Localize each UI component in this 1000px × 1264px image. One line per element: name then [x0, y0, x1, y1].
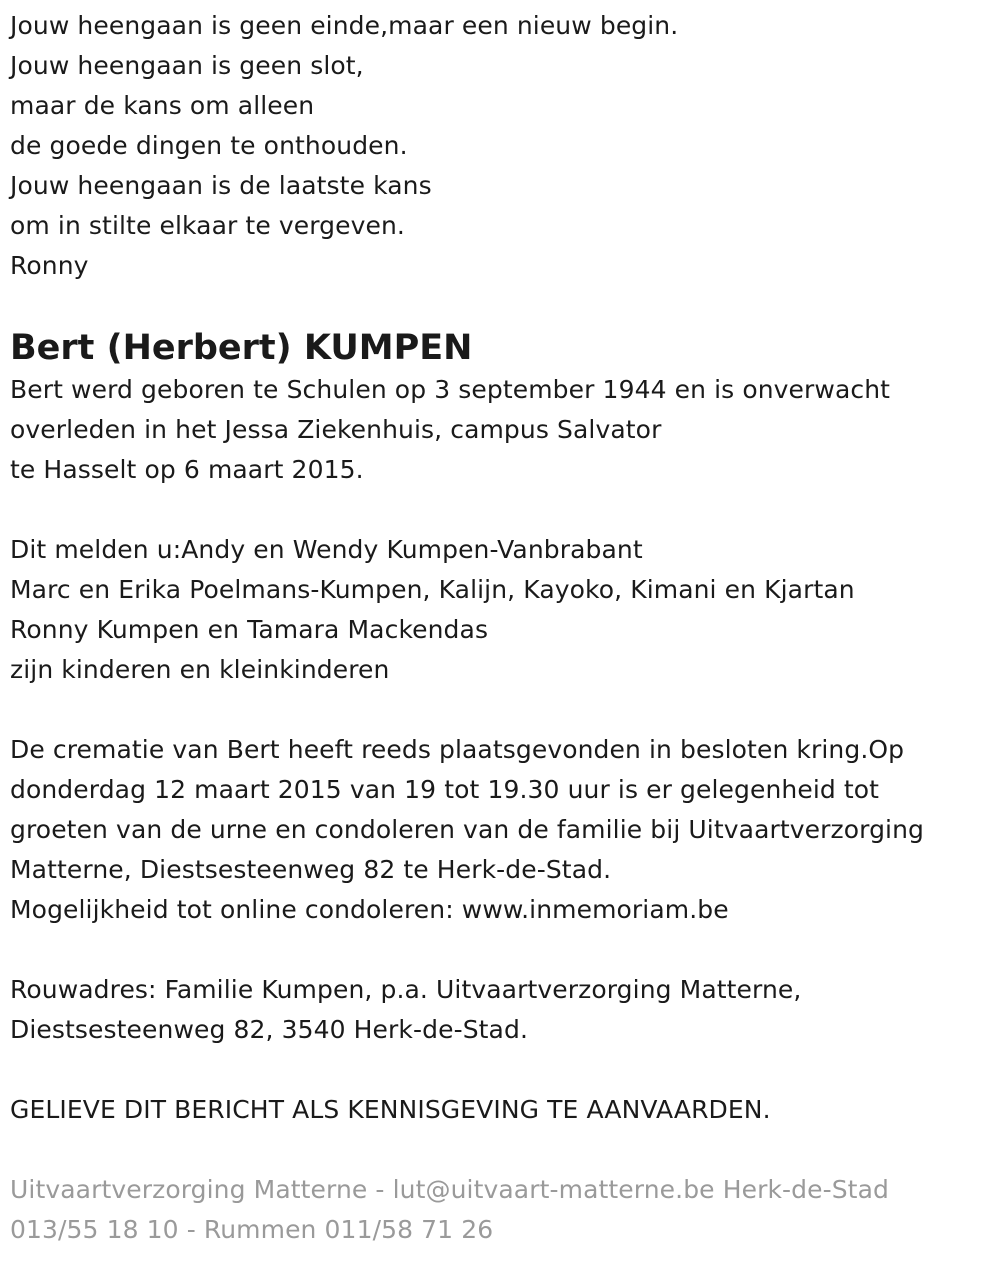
poem-line: om in stilte elkaar te vergeven. [10, 211, 405, 240]
poem-line: Jouw heengaan is geen einde,maar een nieuw begin. [10, 11, 679, 40]
family-line: Marc en Erika Poelmans-Kumpen, Kalijn, Kayoko, Kimani en Kjartan [10, 575, 855, 604]
poem-author: Ronny [10, 251, 89, 280]
online-condolence-line: Mogelijkheid tot online condoleren: www.inmemoriam.be [10, 895, 729, 924]
poem-line: maar de kans om alleen [10, 91, 315, 120]
deceased-name-title: Bert (Herbert) KUMPEN [10, 328, 473, 368]
address-line: Rouwadres: Familie Kumpen, p.a. Uitvaartverzorging Matterne, [10, 975, 802, 1004]
notice-paragraph [10, 1090, 990, 1130]
intro-line: overleden in het Jessa Ziekenhuis, campus Salvator [10, 415, 662, 444]
family-paragraph [10, 530, 990, 690]
intro-paragraph [10, 370, 990, 490]
footer-line: Uitvaartverzorging Matterne - lut@uitvaart-matterne.be Herk-de-Stad [10, 1175, 889, 1204]
memorial-poem [10, 6, 990, 286]
notice-line: GELIEVE DIT BERICHT ALS KENNISGEVING TE AANVAARDEN. [10, 1095, 771, 1124]
poem-line: de goede dingen te onthouden. [10, 131, 408, 160]
cremation-paragraph [10, 730, 990, 930]
footer-line: 013/55 18 10 - Rummen 011/58 71 26 [10, 1215, 494, 1244]
intro-line: Bert werd geboren te Schulen op 3 september 1944 en is onverwacht [10, 375, 891, 404]
address-paragraph [10, 970, 990, 1050]
family-line: Dit melden u:Andy en Wendy Kumpen-Vanbrabant [10, 535, 643, 564]
cremation-line: Matterne, Diestsesteenweg 82 te Herk-de-Stad. [10, 855, 612, 884]
cremation-line: De crematie van Bert heeft reeds plaatsgevonden in besloten kring.Op [10, 735, 905, 764]
intro-line: te Hasselt op 6 maart 2015. [10, 455, 364, 484]
funeral-home-footer [10, 1170, 990, 1250]
family-line: zijn kinderen en kleinkinderen [10, 655, 390, 684]
poem-line: Jouw heengaan is de laatste kans [10, 171, 432, 200]
obituary-document [10, 6, 990, 1250]
cremation-line: donderdag 12 maart 2015 van 19 tot 19.30 uur is er gelegenheid tot [10, 775, 880, 804]
poem-line: Jouw heengaan is geen slot, [10, 51, 364, 80]
address-line: Diestsesteenweg 82, 3540 Herk-de-Stad. [10, 1015, 528, 1044]
cremation-line: groeten van de urne en condoleren van de familie bij Uitvaartverzorging [10, 815, 925, 844]
family-line: Ronny Kumpen en Tamara Mackendas [10, 615, 489, 644]
